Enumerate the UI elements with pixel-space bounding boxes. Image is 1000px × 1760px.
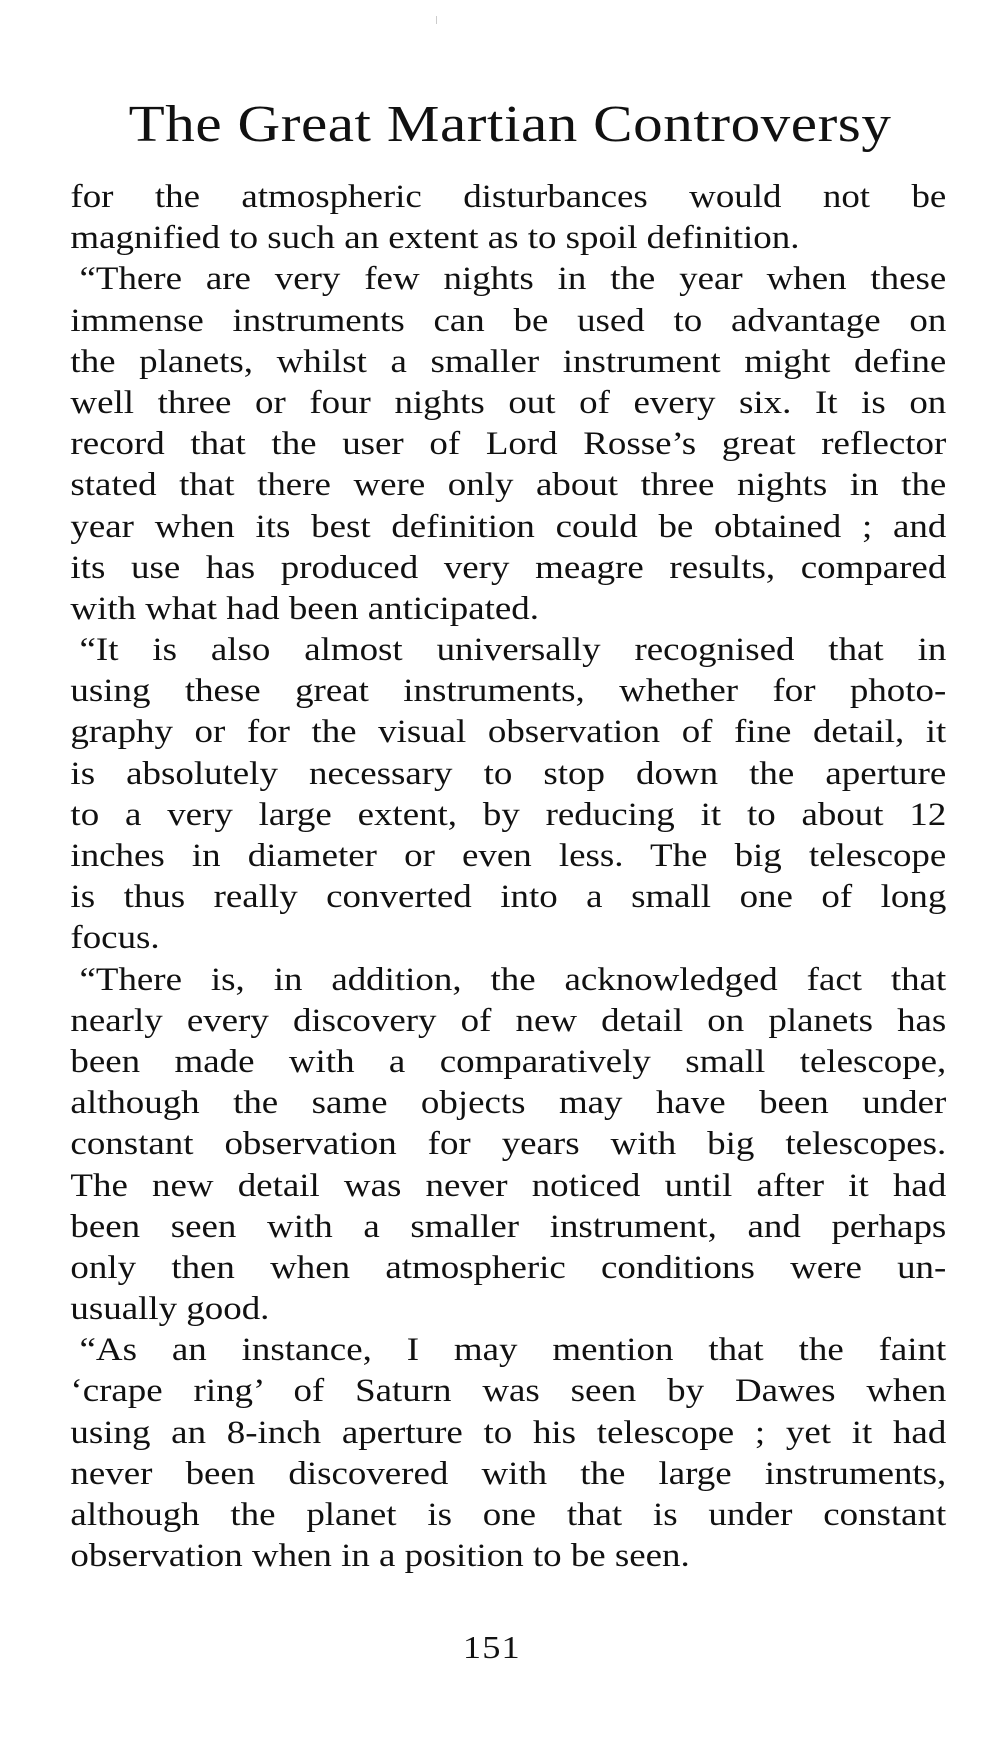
text-line: “There are very few nights in the year when these [79, 261, 947, 298]
text-line: well three or four nights out of every six. It is on [70, 384, 947, 421]
text-line: never been discovered with the large instruments, [70, 1455, 947, 1492]
text-line: graphy or for the visual observation of fine detail, it [70, 714, 947, 751]
text-line: The new detail was never noticed until after it had [70, 1167, 947, 1204]
text-line: to a very large extent, by reducing it to about 12 [70, 796, 947, 833]
text-line: inches in diameter or even less. The big telescope [70, 838, 947, 874]
text-line: its use has produced very meagre results, compared [70, 549, 947, 586]
text-line: year when its best definition could be obtained ; and [70, 508, 947, 545]
text-line: record that the user of Lord Rosse’s great reflector [70, 426, 947, 463]
text-line: is thus really converted into a small one of long [70, 879, 947, 916]
text-line: usually good. [70, 1291, 270, 1328]
text-line: is absolutely necessary to stop down the aperture [70, 755, 947, 792]
text-line: stated that there were only about three nights in the [70, 467, 947, 504]
text-line: focus. [70, 920, 160, 957]
text-line: been seen with a smaller instrument, and perhaps [70, 1208, 947, 1245]
text-line: “There is, in addition, the acknowledged fact that [79, 961, 947, 998]
text-line: only then when atmospheric conditions were un- [70, 1249, 947, 1286]
text-line: magnified to such an extent as to spoil definition. [70, 220, 800, 257]
text-line: although the planet is one that is under constant [70, 1497, 947, 1533]
text-line: using an 8-inch aperture to his telescope ; yet it had [70, 1414, 947, 1451]
text-line: using these great instruments, whether for photo- [70, 673, 947, 710]
text-line: “It is also almost universally recognised that in [79, 632, 947, 669]
text-line: been made with a comparatively small telescope, [70, 1043, 947, 1080]
text-line: “As an instance, I may mention that the faint [79, 1332, 947, 1369]
text-line: with what had been anticipated. [70, 590, 539, 627]
text-line: constant observation for years with big telescopes. [70, 1126, 947, 1163]
text-line: observation when in a position to be seen. [70, 1538, 690, 1575]
text-line: although the same objects may have been under [70, 1085, 947, 1122]
running-head-title: The Great Martian Controversy [128, 96, 892, 153]
page-number: 151 [462, 1629, 521, 1665]
page-body-text [70, 177, 946, 1577]
text-line: ‘crape ring’ of Saturn was seen by Dawes when [70, 1373, 947, 1410]
text-line: immense instruments can be used to advantage on [70, 302, 947, 339]
text-line: nearly every discovery of new detail on planets has [70, 1002, 947, 1039]
text-line: for the atmospheric disturbances would not be [70, 179, 947, 215]
text-line: the planets, whilst a smaller instrument might define [70, 343, 947, 380]
